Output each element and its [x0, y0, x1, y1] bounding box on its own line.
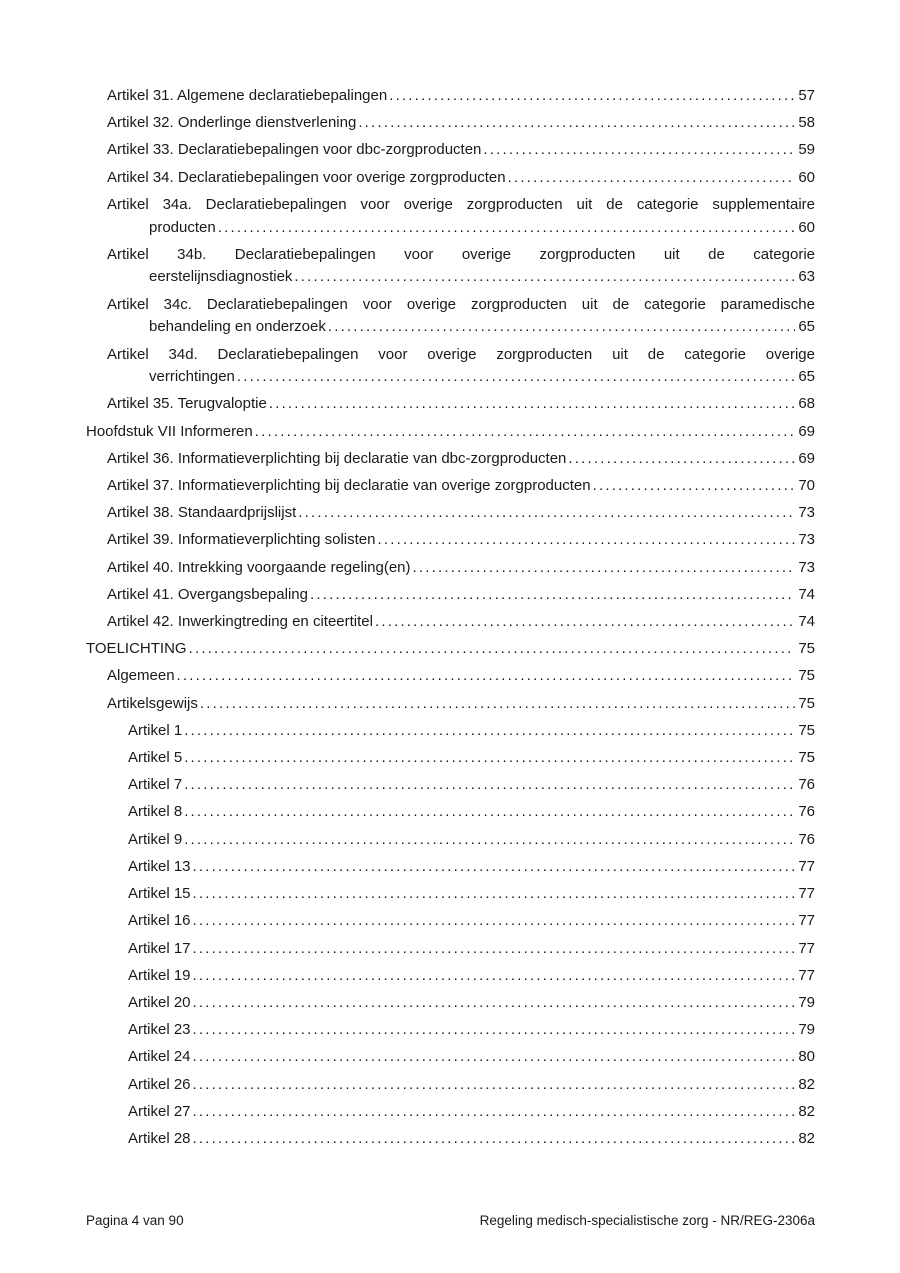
toc-subentry[interactable]: [86, 747, 815, 770]
toc-subentry[interactable]: [86, 1046, 815, 1069]
toc-entry-title: Artikel 31. Algemene declaratiebepalingen: [107, 87, 388, 104]
toc-entry-title: Artikel 5: [128, 749, 183, 767]
toc-entry-title: Artikel 16: [128, 912, 191, 930]
toc-subentry[interactable]: [86, 883, 815, 906]
toc-entry-page: 70: [798, 477, 815, 495]
toc-entry-title: Artikel 23: [128, 1021, 191, 1039]
toc-entry-page: 82: [798, 1129, 815, 1147]
toc-entry-title: Artikel 39. Informatieverplichting solisten: [107, 531, 376, 549]
dot-leader: [193, 1046, 795, 1069]
toc-entry-title: Artikel 40. Intrekking voorgaande regeling(en): [107, 558, 411, 576]
toc-entry-title-continued: eerstelijnsdiagnostiek: [149, 268, 293, 286]
toc-entry-title: Artikel 34a. Declaratiebepalingen voor overige zorgproducten uit de categorie supplementaire: [107, 195, 815, 213]
dot-leader: [193, 1128, 795, 1151]
toc-entry-page: 75: [798, 721, 815, 739]
dot-leader: [193, 910, 795, 933]
toc-subentry[interactable]: [86, 938, 815, 961]
toc-entry-title: Artikel 34b. Declaratiebepalingen voor overige zorgproducten uit de categorie: [107, 245, 815, 263]
toc-entry-title: Artikel 37. Informatieverplichting bij declaratie van overige zorgproducten: [107, 477, 591, 495]
toc-subentry[interactable]: [86, 1019, 815, 1042]
toc-subentry[interactable]: [86, 1074, 815, 1097]
dot-leader: [508, 167, 795, 190]
toc-entry-page: 75: [798, 694, 815, 712]
toc-entry[interactable]: [86, 475, 815, 498]
dot-leader: [377, 529, 795, 552]
table-of-contents: [86, 85, 815, 1155]
toc-entry-page: 76: [798, 776, 815, 794]
toc-entry-title: Artikel 17: [128, 939, 191, 957]
toc-entry-page: 65: [798, 318, 815, 336]
toc-subentry[interactable]: [86, 992, 815, 1015]
toc-entry-page: 73: [798, 558, 815, 576]
toc-entry-page: 59: [798, 141, 815, 159]
toc-entry-page: 58: [798, 114, 815, 132]
toc-entry[interactable]: [86, 244, 815, 289]
toc-entry-page: 77: [798, 966, 815, 984]
toc-entry-page: 74: [798, 613, 815, 631]
toc-entry-title: Artikelsgewijs: [107, 694, 198, 712]
toc-entry-title: Artikel 38. Standaardprijslijst: [107, 504, 297, 522]
toc-entry-title-continued: producten: [149, 218, 216, 236]
toc-entry-page: 73: [798, 531, 815, 549]
toc-entry-title: Artikel 24: [128, 1048, 191, 1066]
dot-leader: [184, 720, 795, 743]
dot-leader: [184, 801, 795, 824]
toc-entry-page: 82: [798, 1102, 815, 1120]
toc-entry-title: Artikel 42. Inwerkingtreding en citeertitel: [107, 613, 373, 631]
toc-entry-page: 65: [798, 368, 815, 386]
toc-entry-title: TOELICHTING: [86, 640, 187, 658]
toc-entry-title: Artikel 9: [128, 830, 183, 848]
dot-leader: [269, 393, 795, 416]
dot-leader: [298, 502, 795, 525]
page-footer: [86, 1213, 815, 1228]
toc-entry-page: 77: [798, 857, 815, 875]
toc-entry[interactable]: [86, 139, 815, 162]
toc-subentry[interactable]: [86, 829, 815, 852]
toc-entry-title: Artikel 34c. Declaratiebepalingen voor overige zorgproducten uit de categorie paramedische: [107, 295, 815, 313]
toc-entry-title: Artikel 34d. Declaratiebepalingen voor overige zorgproducten uit de categorie overige: [107, 345, 815, 363]
toc-entry-page: 75: [798, 749, 815, 767]
toc-entry[interactable]: [86, 665, 815, 688]
dot-leader: [389, 85, 795, 108]
dot-leader: [193, 883, 795, 906]
toc-entry-title: Artikel 7: [128, 776, 183, 794]
toc-entry[interactable]: [86, 448, 815, 471]
toc-entry[interactable]: [86, 557, 815, 580]
toc-entry-title: Artikel 27: [128, 1102, 191, 1120]
dot-leader: [237, 366, 795, 389]
dot-leader: [200, 693, 795, 716]
toc-entry-page: 69: [798, 449, 815, 467]
dot-leader: [593, 475, 795, 498]
toc-subentry[interactable]: [86, 774, 815, 797]
toc-entry-title-continued: verrichtingen: [149, 368, 235, 386]
toc-entry[interactable]: [86, 393, 815, 416]
toc-entry[interactable]: [86, 693, 815, 716]
dot-leader: [218, 217, 795, 240]
toc-entry[interactable]: [86, 194, 815, 239]
toc-chapter-entry[interactable]: [86, 638, 815, 661]
toc-entry-title: Artikel 20: [128, 993, 191, 1011]
toc-entry-page: 57: [798, 87, 815, 104]
toc-entry-title: Artikel 41. Overgangsbepaling: [107, 585, 308, 603]
toc-entry-title: Artikel 32. Onderlinge dienstverlening: [107, 114, 357, 132]
dot-leader: [193, 1101, 795, 1124]
dot-leader: [193, 992, 795, 1015]
toc-subentry[interactable]: [86, 856, 815, 879]
toc-entry[interactable]: [86, 502, 815, 525]
dot-leader: [375, 611, 795, 634]
toc-entry-page: 60: [798, 168, 815, 186]
toc-entry[interactable]: [86, 344, 815, 389]
toc-entry-title: Artikel 8: [128, 803, 183, 821]
toc-entry-page: 74: [798, 585, 815, 603]
toc-entry-title: Artikel 1: [128, 721, 183, 739]
toc-entry-title: Artikel 34. Declaratiebepalingen voor overige zorgproducten: [107, 168, 506, 186]
document-title: Regeling medisch-specialistische zorg - NR/REG-2306a: [479, 1213, 815, 1228]
toc-entry-title: Artikel 33. Declaratiebepalingen voor dbc-zorgproducten: [107, 141, 482, 159]
dot-leader: [413, 557, 795, 580]
dot-leader: [310, 584, 795, 607]
toc-entry-page: 79: [798, 1021, 815, 1039]
toc-subentry[interactable]: [86, 910, 815, 933]
toc-entry-page: 77: [798, 939, 815, 957]
toc-entry-page: 68: [798, 395, 815, 413]
dot-leader: [294, 266, 795, 289]
dot-leader: [568, 448, 795, 471]
toc-entry-title: Artikel 15: [128, 885, 191, 903]
toc-chapter-entry[interactable]: [86, 421, 815, 444]
toc-subentry[interactable]: [86, 1128, 815, 1151]
toc-entry-page: 60: [798, 218, 815, 236]
dot-leader: [193, 1074, 795, 1097]
toc-entry[interactable]: [86, 112, 815, 135]
dot-leader: [193, 938, 795, 961]
toc-entry[interactable]: [86, 294, 815, 339]
toc-entry-page: 79: [798, 993, 815, 1011]
toc-entry[interactable]: [86, 167, 815, 190]
toc-entry-page: 76: [798, 830, 815, 848]
dot-leader: [358, 112, 795, 135]
toc-entry-title: Artikel 35. Terugvaloptie: [107, 395, 267, 413]
toc-entry[interactable]: [86, 85, 815, 108]
dot-leader: [177, 665, 795, 688]
toc-entry-page: 73: [798, 504, 815, 522]
toc-subentry[interactable]: [86, 1101, 815, 1124]
toc-entry-title: Artikel 19: [128, 966, 191, 984]
dot-leader: [193, 1019, 795, 1042]
toc-subentry[interactable]: [86, 965, 815, 988]
toc-entry[interactable]: [86, 529, 815, 552]
toc-entry[interactable]: [86, 584, 815, 607]
toc-entry-page: 80: [798, 1048, 815, 1066]
dot-leader: [193, 965, 795, 988]
dot-leader: [184, 747, 795, 770]
toc-entry-page: 82: [798, 1075, 815, 1093]
toc-entry[interactable]: [86, 611, 815, 634]
toc-subentry[interactable]: [86, 801, 815, 824]
dot-leader: [483, 139, 795, 162]
toc-entry-title: Artikel 13: [128, 857, 191, 875]
dot-leader: [328, 316, 795, 339]
toc-entry-page: 69: [798, 422, 815, 440]
dot-leader: [184, 829, 795, 852]
toc-entry-page: 75: [798, 667, 815, 685]
toc-entry-title-continued: behandeling en onderzoek: [149, 318, 326, 336]
toc-entry-page: 63: [798, 268, 815, 286]
toc-entry-page: 76: [798, 803, 815, 821]
toc-entry-page: 77: [798, 912, 815, 930]
page-number: Pagina 4 van 90: [86, 1213, 184, 1228]
dot-leader: [184, 774, 795, 797]
dot-leader: [189, 638, 795, 661]
toc-entry-title: Artikel 36. Informatieverplichting bij declaratie van dbc-zorgproducten: [107, 449, 567, 467]
toc-subentry[interactable]: [86, 720, 815, 743]
toc-entry-page: 77: [798, 885, 815, 903]
toc-entry-title: Algemeen: [107, 667, 175, 685]
dot-leader: [193, 856, 795, 879]
toc-entry-title: Artikel 28: [128, 1129, 191, 1147]
dot-leader: [255, 421, 795, 444]
toc-entry-title: Hoofdstuk VII Informeren: [86, 422, 253, 440]
toc-entry-title: Artikel 26: [128, 1075, 191, 1093]
toc-entry-page: 75: [798, 640, 815, 658]
